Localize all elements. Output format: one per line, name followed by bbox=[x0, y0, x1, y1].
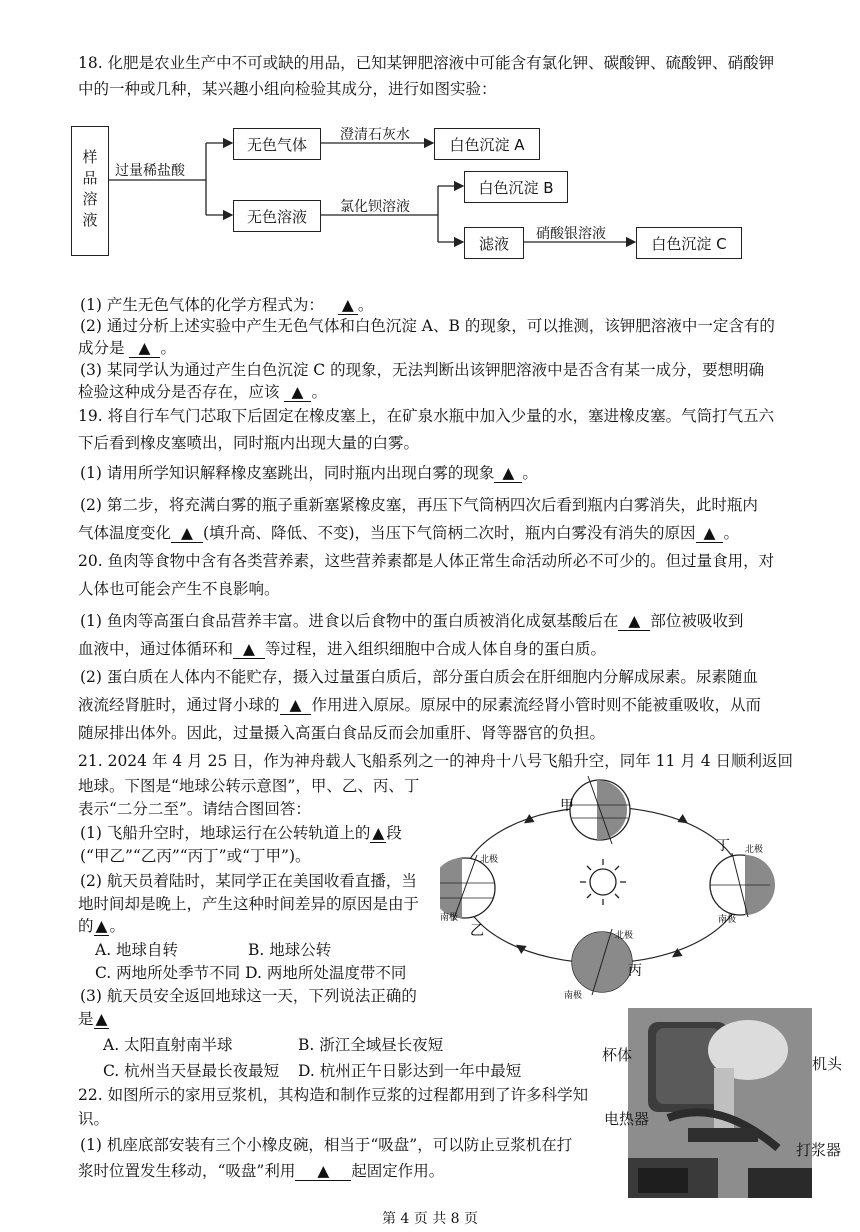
q20-part2-line3: 随尿排出体外。因此，过量摄入高蛋白食品反而会加重肝、肾等器官的负担。 bbox=[78, 724, 606, 742]
earth-jia bbox=[570, 776, 630, 844]
q21-option3-c: C. 杭州当天昼最长夜最短 bbox=[103, 1062, 280, 1080]
flow-sample-box: 样品溶液 bbox=[71, 126, 109, 256]
q21-stem-line3: 表示“二分二至”。请结合图回答： bbox=[78, 800, 311, 818]
answer-blank: ▲ bbox=[280, 696, 312, 715]
q18-part2-line2: 成分是 ▲ 。 bbox=[78, 339, 176, 357]
q19-part2-line1: (2) 第二步，将充满白雾的瓶子重新塞紧橡皮塞，再压下气筒柄四次后看到瓶内白雾消失，此时瓶内 bbox=[80, 496, 758, 514]
flow-limewater-label: 澄清石灰水 bbox=[340, 127, 410, 143]
q22-part1-line1: (1) 机座底部安装有三个小橡皮碗，相当于“吸盘”，可以防止豆浆机在打 bbox=[80, 1136, 573, 1154]
q18-stem-line1: 18. 化肥是农业生产中不可或缺的用品，已知某钾肥溶液中可能含有氯化钾、碳酸钾、硫酸钾、硝酸钾 bbox=[78, 54, 775, 72]
q18-part2-line1: (2) 通过分析上述实验中产生无色气体和白色沉淀 A、B 的现象，可以推测，该钾肥溶液中一定含有的 bbox=[80, 317, 775, 335]
q21-option3-a: A. 太阳直射南半球 bbox=[103, 1036, 233, 1054]
q20-part2-line1: (2) 蛋白质在人体内不能贮存，摄入过量蛋白质后，部分蛋白质会在肝细胞内分解成尿素。尿素随血 bbox=[80, 668, 758, 686]
q20-part1-line1: (1) 鱼肉等高蛋白食品营养丰富。进食以后食物中的蛋白质被消化成氨基酸后在 ▲ 部位被吸收到 bbox=[80, 612, 744, 630]
sun-icon bbox=[580, 859, 626, 905]
q21-option2-b: B. 地球公转 bbox=[248, 941, 332, 959]
flow-ppt-b-box: 白色沉淀 B bbox=[464, 171, 568, 203]
answer-blank: ▲ bbox=[233, 640, 265, 659]
answer-blank: ▲ bbox=[284, 383, 312, 402]
answer-blank: ▲ bbox=[295, 1162, 351, 1181]
q20-stem-line1: 20. 鱼肉等食物中含有各类营养素，这些营养素都是人体正常生命活动所必不可少的。但过量食用，对 bbox=[78, 552, 775, 570]
q20-part1-line2: 血液中，通过体循环和 ▲ 等过程，进入组织细胞中合成人体自身的蛋白质。 bbox=[78, 640, 606, 658]
flow-gas-box: 无色气体 bbox=[233, 128, 321, 160]
q22-stem-line1: 22. 如图所示的家用豆浆机，其构造和制作豆浆的过程都用到了许多科学知 bbox=[78, 1086, 589, 1104]
flow-ppt-a-box: 白色沉淀 A bbox=[434, 128, 540, 160]
q21-part2-line2: 地时间却是晚上，产生这种时间差异的原因是由于 bbox=[78, 895, 420, 913]
label-ding-north: 北极 bbox=[745, 845, 764, 855]
q20-part2-line2: 液流经肾脏时，通过肾小球的 ▲ 作用进入原尿。原尿中的尿素流经肾小管时则不能被重吸收，从而 bbox=[78, 696, 761, 714]
q21-part1-line1: (1) 飞船升空时，地球运行在公转轨道上的 ▲ 段 bbox=[80, 824, 402, 842]
q18-stem-line2: 中的一种或几种，某兴趣小组向检验其成分，进行如图实验： bbox=[78, 80, 497, 98]
q18-part1: (1) 产生无色气体的化学方程式为： ▲ 。 bbox=[80, 296, 374, 314]
flow-bacl2-label: 氯化钡溶液 bbox=[340, 199, 410, 215]
label-bing-south: 南极 bbox=[564, 991, 583, 1001]
label-bing-north: 北极 bbox=[615, 931, 634, 941]
page-footer: 第 4 页 共 8 页 bbox=[381, 1211, 479, 1227]
q18-part3-line1: (3) 某同学认为通过产生白色沉淀 C 的现象，无法判断出该钾肥溶液中是否含有某一成分，要想明确 bbox=[80, 361, 765, 379]
label-ding: 丁 bbox=[716, 838, 730, 854]
q20-stem-line2: 人体也可能会产生不良影响。 bbox=[78, 580, 280, 598]
label-blender: 打浆器 bbox=[796, 1141, 842, 1159]
q21-stem-line2: 地球。下图是“地球公转示意图”，甲、乙、丙、丁 bbox=[78, 777, 420, 795]
label-head: 机头 bbox=[812, 1055, 843, 1073]
answer-blank: ▲ bbox=[618, 612, 650, 631]
soymilk-maker-illustration bbox=[628, 1008, 812, 1198]
answer-blank: ▲ bbox=[95, 917, 108, 935]
q21-part1-line2: (“甲乙”“乙丙”“丙丁”或“丁甲”)。 bbox=[80, 847, 311, 865]
soymilk-maker-photo bbox=[628, 1008, 812, 1198]
q19-stem-line1: 19. 将自行车气门芯取下后固定在橡皮塞上，在矿泉水瓶中加入少量的水，塞进橡皮塞。气筒打气五六 bbox=[78, 407, 775, 425]
q21-option3-d: D. 杭州正午日影达到一年中最短 bbox=[298, 1062, 522, 1080]
q21-part3-line2: 是 ▲ bbox=[78, 1010, 108, 1028]
earth-revolution-diagram bbox=[440, 770, 820, 1010]
answer-blank: ▲ bbox=[171, 524, 203, 543]
label-jia: 甲 bbox=[560, 798, 574, 814]
q18-part3-line2: 检验这种成分是否存在，应该 ▲ 。 bbox=[78, 383, 327, 401]
answer-blank: ▲ bbox=[129, 339, 161, 358]
flow-ppt-c-box: 白色沉淀 C bbox=[636, 227, 742, 259]
label-heater: 电热器 bbox=[604, 1110, 650, 1128]
q21-option3-b: B. 浙江全域昼长夜短 bbox=[298, 1036, 444, 1054]
q21-part2-line1: (2) 航天员着陆时，某同学正在美国收看直播，当 bbox=[80, 872, 417, 890]
label-bing: 丙 bbox=[628, 963, 642, 979]
flow-filtrate-box: 滤液 bbox=[464, 227, 524, 259]
q21-stem-line1: 21. 2024 年 4 月 25 日，作为神舟载人飞船系列之一的神舟十八号飞船升空，同年 11 月 4 日顺利返回 bbox=[78, 752, 794, 770]
label-yi-south: 南极 bbox=[440, 913, 459, 923]
label-yi-north: 北极 bbox=[480, 855, 499, 865]
label-yi: 乙 bbox=[470, 923, 484, 939]
q21-part2-line3: 的 ▲ 。 bbox=[78, 917, 125, 935]
earth-ding bbox=[710, 853, 775, 917]
flow-reagent1-label: 过量稀盐酸 bbox=[115, 163, 185, 179]
q22-stem-line2: 识。 bbox=[78, 1110, 110, 1128]
q21-part3-line1: (3) 航天员安全返回地球这一天，下列说法正确的 bbox=[80, 987, 417, 1005]
q21-option2-cd: C. 两地所处季节不同 D. 两地所处温度带不同 bbox=[95, 964, 407, 982]
q19-part1: (1) 请用所学知识解释橡皮塞跳出，同时瓶内出现白雾的现象 ▲ 。 bbox=[80, 464, 538, 482]
label-cup: 杯体 bbox=[602, 1046, 633, 1064]
q22-part1-line2: 浆时位置发生移动，“吸盘”利用 ▲ 起固定作用。 bbox=[78, 1162, 445, 1180]
q19-stem-line2: 下后看到橡皮塞喷出，同时瓶内出现大量的白雾。 bbox=[78, 434, 420, 452]
label-ding-south: 南极 bbox=[718, 915, 737, 925]
answer-blank: ▲ bbox=[696, 524, 724, 543]
flow-solution-box: 无色溶液 bbox=[233, 200, 321, 232]
q21-option2-a: A. 地球自转 bbox=[95, 941, 179, 959]
answer-blank: ▲ bbox=[338, 296, 358, 315]
answer-blank: ▲ bbox=[372, 824, 385, 842]
answer-blank: ▲ bbox=[95, 1010, 108, 1028]
q19-part2-line2: 气体温度变化 ▲ (填升高、降低、不变)，当压下气筒柄二次时，瓶内白雾没有消失的原因 ▲ 。 bbox=[78, 524, 739, 542]
answer-blank: ▲ bbox=[494, 464, 522, 483]
flow-agno3-label: 硝酸银溶液 bbox=[536, 226, 606, 242]
